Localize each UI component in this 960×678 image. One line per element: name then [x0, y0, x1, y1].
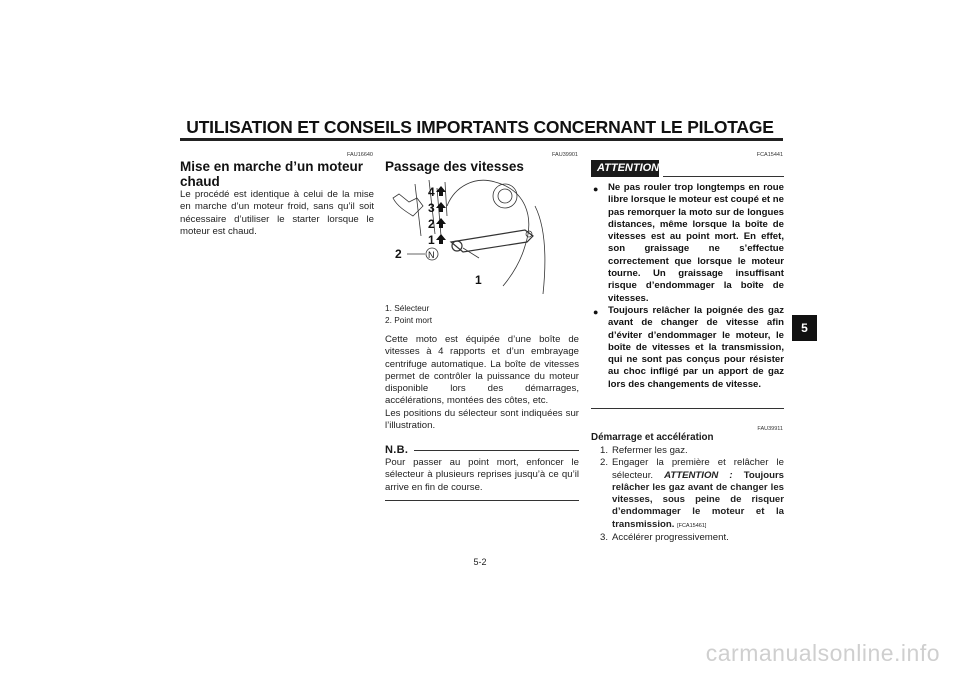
inline-attention-text: Toujours relâcher les gaz avant de changer les vitesses, sous peine de risquer d’endommager le moteur et la transmission. — [612, 469, 785, 530]
section-code: FAU39901 — [552, 152, 578, 158]
section-title-gear-shift: Passage des vitesses — [385, 159, 524, 174]
gear-shift-paragraph-1: Cette moto est équipée d’une boîte de vitesses à 4 rapports et d’un embrayage centrifuge automatique. La boîte de vitesses permet de contrôler la puissance du moteur disponible lors des démarrages, accélérations, montées des côtes, etc. — [385, 334, 579, 407]
callout-1: 1 — [475, 273, 482, 287]
section-code: FAU16640 — [347, 152, 373, 158]
neutral-label: N — [428, 250, 435, 260]
attention-list — [591, 182, 784, 391]
attention-bottom-rule — [591, 408, 784, 409]
bullet-icon: ● — [593, 184, 599, 194]
step-item: 3. Accélérer progressivement. — [600, 532, 729, 544]
attention-bullet: ● Ne pas rouler trop longtemps en roue libre lorsque le moteur est coupé et ne pas remorquer la moto sur de longues distances, même lorsque la boîte de vitesses est au point mort. En effet, son graissage ne s’effectue correctement que lorsque le moteur tourne. Un graissage insuffisant risque d’endommager la boîte de vitesses. — [593, 182, 784, 304]
gear-shift-paragraph-2: Les positions du sélecteur sont indiquées sur l’illustration. — [385, 407, 579, 432]
nb-rule — [414, 450, 579, 451]
inline-attention-label: ATTENTION : — [664, 469, 733, 481]
engine-outline — [447, 180, 529, 286]
gear-shift-body — [385, 334, 579, 432]
nb-bottom-rule — [385, 500, 579, 501]
gear-label-2: 2 — [428, 217, 435, 231]
nb-title: N.B. — [385, 444, 409, 456]
chapter-tab: 5 — [792, 315, 817, 341]
gear-label-4: 4 — [428, 185, 435, 199]
gear-shift-figure — [385, 176, 579, 300]
bullet-icon: ● — [593, 306, 599, 317]
step-item: 1. Refermer les gaz. — [600, 445, 688, 456]
callout-2: 2 — [395, 247, 402, 261]
section-code: FAU39911 — [757, 426, 783, 432]
page-number: 5-2 — [473, 557, 487, 567]
arrow-up-icon — [436, 218, 446, 228]
nb-body: Pour passer au point mort, enfoncer le sélecteur à plusieurs reprises jusqu’à ce qu’il arrive en fin de course. — [385, 457, 579, 493]
reference-code: [FCA15461] — [677, 522, 707, 529]
arrow-up-icon — [436, 234, 446, 244]
start-steps — [591, 445, 784, 544]
page-header-title: UTILISATION ET CONSEILS IMPORTANTS CONCERNANT LE PILOTAGE — [186, 117, 774, 137]
step-item: 2. Engager la première et relâcher le sélecteur. ATTENTION : Toujours relâcher les gaz avant de changer les vitesses, sous peine de risquer d’endommager le moteur et la transmission. [FCA15461] — [600, 457, 785, 530]
caption-1: 1. Sélecteur — [385, 303, 430, 313]
gear-label-3: 3 — [428, 201, 435, 215]
arrow-up-icon — [436, 202, 446, 212]
watermark: carmanualsonline.info — [705, 640, 940, 666]
section-title-warm-start: Mise en marche d’un moteur chaud — [180, 159, 364, 189]
frame-outline — [535, 206, 545, 294]
figure-captions — [385, 303, 579, 326]
warm-start-body: Le procédé est identique à celui de la mise en marche d’un moteur froid, sans qu’il soit nécessaire d’utiliser le starter lorsque le moteur est chaud. — [180, 189, 374, 237]
engine-cover — [493, 184, 517, 208]
attention-label: ATTENTION — [597, 162, 660, 174]
attention-bullet: ● Toujours relâcher la poignée des gaz avant de changer de vitesse afin d’éviter d’endommager le moteur, le boîte de vitesses et la transmission, qui ne sont pas conçus pour résister au choc infligé par un apport de gaz lors des changements de vitesse. — [593, 304, 784, 390]
gear-label-1: 1 — [428, 233, 435, 247]
shift-pedal — [451, 230, 533, 252]
caption-2: 2. Point mort — [385, 314, 433, 325]
attention-code: FCA15441 — [756, 152, 783, 158]
attention-header — [591, 160, 785, 178]
section-title-start-accel: Démarrage et accélération — [591, 432, 714, 443]
nb-box — [385, 444, 579, 501]
header-rule — [180, 138, 783, 141]
